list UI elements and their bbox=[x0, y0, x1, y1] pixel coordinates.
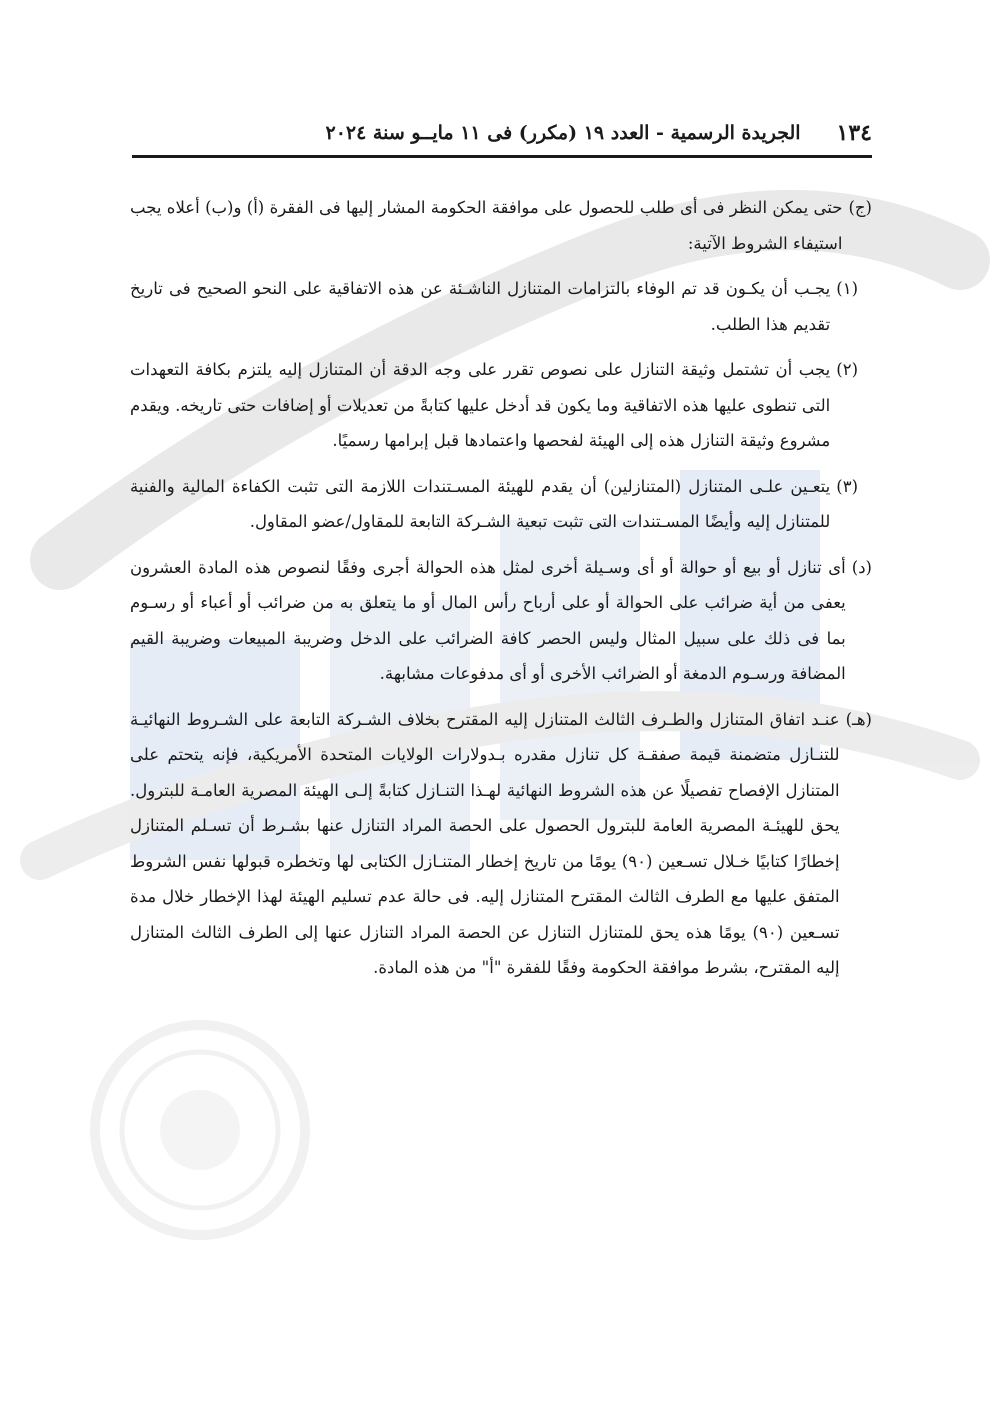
page-number: ١٣٤ bbox=[836, 120, 872, 146]
paragraph-text: حتى يمكن النظر فى أى طلب للحصول على موافقة الحكومة المشار إليها فى الفقرة (أ) و(ب) أعلاه يجب استيفاء الشروط الآتية: bbox=[130, 198, 843, 253]
clause-c2 bbox=[130, 352, 858, 459]
document-body bbox=[130, 190, 872, 996]
clause-c1 bbox=[130, 271, 858, 342]
paragraph-c bbox=[130, 190, 872, 261]
gazette-header-title: الجريدة الرسمية - العدد ١٩ (مكرر) فى ١١ مايــو سنة ٢٠٢٤ bbox=[325, 122, 801, 144]
clause-c3 bbox=[130, 469, 858, 540]
clause-text: يجب أن تشتمل وثيقة التنازل على نصوص تقرر على وجه الدقة أن المتنازل إليه يلتزم بكافة التعهدات التى تنطوى عليها هذه الاتفاقية وما يكون قد أدخل عليها كتابةً من تعديلات أو إضافات حتى تاريخه. ويقدم مشروع وثيقة التنازل هذه إلى الهيئة لفحصها واعتمادها قبل إبرامها رسميًا. bbox=[130, 360, 831, 450]
paragraph-text: أى تنازل أو بيع أو حوالة أو أى وسـيلة أخرى لمثل هذه الحوالة أجرى وفقًا لنصوص هذه المادة العشرون يعفى من أية ضرائب على الحوالة أو على أرباح رأس المال أو ما يتعلق به من ضرائب أو أعباء أو رسـوم بما فى ذلك على سبيل المثال وليس الحصر كافة الضرائب على الدخل وضريبة المبيعات وضريبة القيم المضافة ورسـوم الدمغة أو الضرائب الأخرى أو أى مدفوعات مشابهة. bbox=[130, 557, 846, 683]
clause-text: يجـب أن يكـون قد تم الوفاء بالتزامات المتنازل الناشـئة عن هذه الاتفاقية على النحو الصحيح فى تاريخ تقديم هذا الطلب. bbox=[130, 279, 831, 334]
paragraph-marker: (ج) bbox=[848, 198, 872, 217]
paragraph-marker: (د) bbox=[851, 557, 872, 577]
subclause-list bbox=[130, 271, 858, 540]
clause-marker: (٣) bbox=[836, 476, 858, 496]
header-divider bbox=[132, 155, 872, 158]
paragraph-e bbox=[130, 702, 872, 986]
page-header bbox=[132, 112, 872, 154]
clause-marker: (٢) bbox=[836, 360, 858, 379]
paragraph-text: عنـد اتفاق المتنازل والطـرف الثالث المتنازل إليه المقترح بخلاف الشـركة التابعة على الشـروط النهائيـة للتنـازل متضمنة قيمة صفقـة كل تنازل مقدره بـدولارات الولايات المتحدة الأمريكية، فإنه يتحتم على المتنازل الإفصاح تفصيلًا عن هذه الشروط النهائية لهـذا التنـازل كتابةً إلـى الهيئة المصرية العامـة للبترول. يحق للهيئـة المصرية العامة للبترول الحصول على الحصة المراد التنازل عنها بشـرط أن تسـلم المتنازل إخطارًا كتابيًا خـلال تسـعين (٩٠) يومًا من تاريخ إخطار المتنـازل الكتابى لها وتخطره قبولها نفس الشروط المتفق عليها مع الطرف الثالث المقترح المتنازل إليه. فى حالة عدم تسليم الهيئة لهذا الإخطار خلال مدة تسـعين (٩٠) يومًا هذه يحق للمتنازل التنازل عن الحصة المراد التنازل عنها إلى الطرف الثالث المتنازل إليه المقترح، بشرط موافقة الحكومة وفقًا للفقرة "أ" من هذه المادة. bbox=[130, 709, 840, 977]
paragraph-d bbox=[130, 550, 872, 692]
clause-marker: (١) bbox=[836, 279, 858, 298]
clause-text: يتعـين علـى المتنازل (المتنازلين) أن يقدم للهيئة المسـتندات اللازمة التى تثبت الكفاءة المالية والفنية للمتنازل إليه وأيضًا المسـتندات التى تثبت تبعية الشـركة التابعة للمقاول/عضو المقاول. bbox=[130, 476, 831, 531]
seal-icon bbox=[95, 1025, 305, 1235]
paragraph-marker: (هـ) bbox=[845, 709, 872, 729]
